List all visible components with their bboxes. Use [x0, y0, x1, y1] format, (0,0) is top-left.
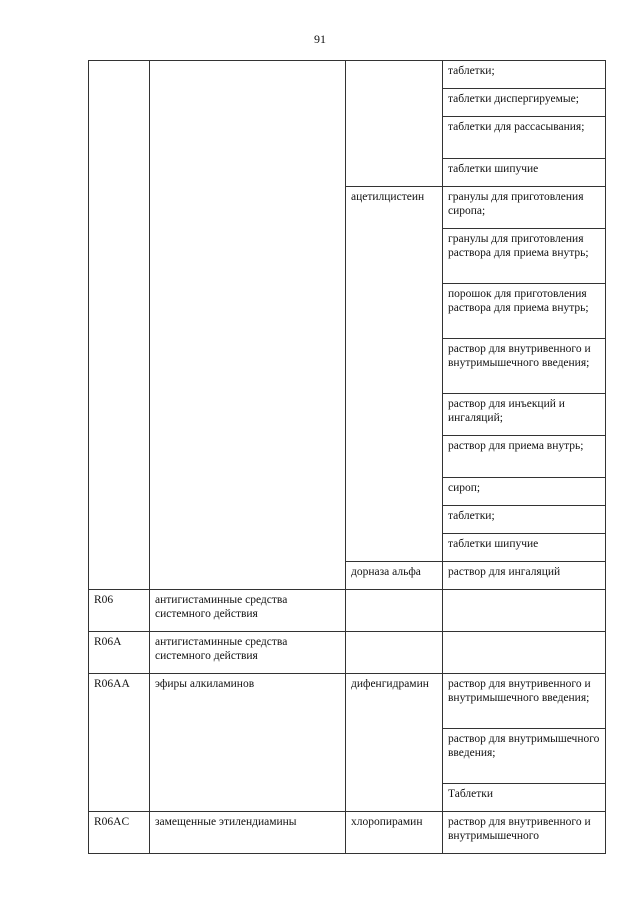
drug-cell	[346, 590, 443, 632]
table-row	[89, 590, 606, 632]
page-number: 91	[314, 32, 326, 46]
group-name: замещенные этилендиамины	[150, 812, 346, 854]
form-cell: таблетки диспергируемые;	[443, 89, 606, 117]
form-cell: раствор для внутривенного и внутримышечного введения;	[443, 339, 606, 394]
atc-code: R06A	[89, 632, 150, 674]
form-cell: таблетки шипучие	[443, 534, 606, 562]
form-cell: раствор для приема внутрь;	[443, 436, 606, 478]
group-name: антигистаминные средства системного действия	[150, 632, 346, 674]
form-cell: таблетки;	[443, 61, 606, 89]
form-cell: гранулы для приготовления раствора для приема внутрь;	[443, 229, 606, 284]
table-row	[89, 674, 606, 729]
drug-name: хлоропирамин	[346, 812, 443, 854]
form-cell: раствор для внутривенного и внутримышечного введения;	[443, 674, 606, 729]
form-cell	[443, 590, 606, 632]
form-cell: Таблетки	[443, 784, 606, 812]
table-row	[89, 812, 606, 854]
form-cell: порошок для приготовления раствора для приема внутрь;	[443, 284, 606, 339]
form-cell: гранулы для приготовления сиропа;	[443, 187, 606, 229]
drug-name: дифенгидрамин	[346, 674, 443, 812]
form-cell: раствор для внутримышечного введения;	[443, 729, 606, 784]
group-name: антигистаминные средства системного действия	[150, 590, 346, 632]
atc-code: R06	[89, 590, 150, 632]
drug-name: дорназа альфа	[346, 562, 443, 590]
form-cell: раствор для ингаляций	[443, 562, 606, 590]
form-cell: сироп;	[443, 478, 606, 506]
drug-cell	[346, 632, 443, 674]
drug-name: ацетилцистеин	[346, 187, 443, 562]
code-cell	[89, 61, 150, 590]
drug-cell	[346, 61, 443, 187]
table-row	[89, 632, 606, 674]
group-name: эфиры алкиламинов	[150, 674, 346, 812]
form-cell: таблетки для рассасывания;	[443, 117, 606, 159]
table-row	[89, 61, 606, 89]
group-cell	[150, 61, 346, 590]
form-cell: таблетки шипучие	[443, 159, 606, 187]
atc-code: R06AA	[89, 674, 150, 812]
form-cell: раствор для внутривенного и внутримышечного	[443, 812, 606, 854]
form-cell: таблетки;	[443, 506, 606, 534]
atc-code: R06AC	[89, 812, 150, 854]
form-cell	[443, 632, 606, 674]
form-cell: раствор для инъекций и ингаляций;	[443, 394, 606, 436]
drug-table	[88, 60, 606, 854]
